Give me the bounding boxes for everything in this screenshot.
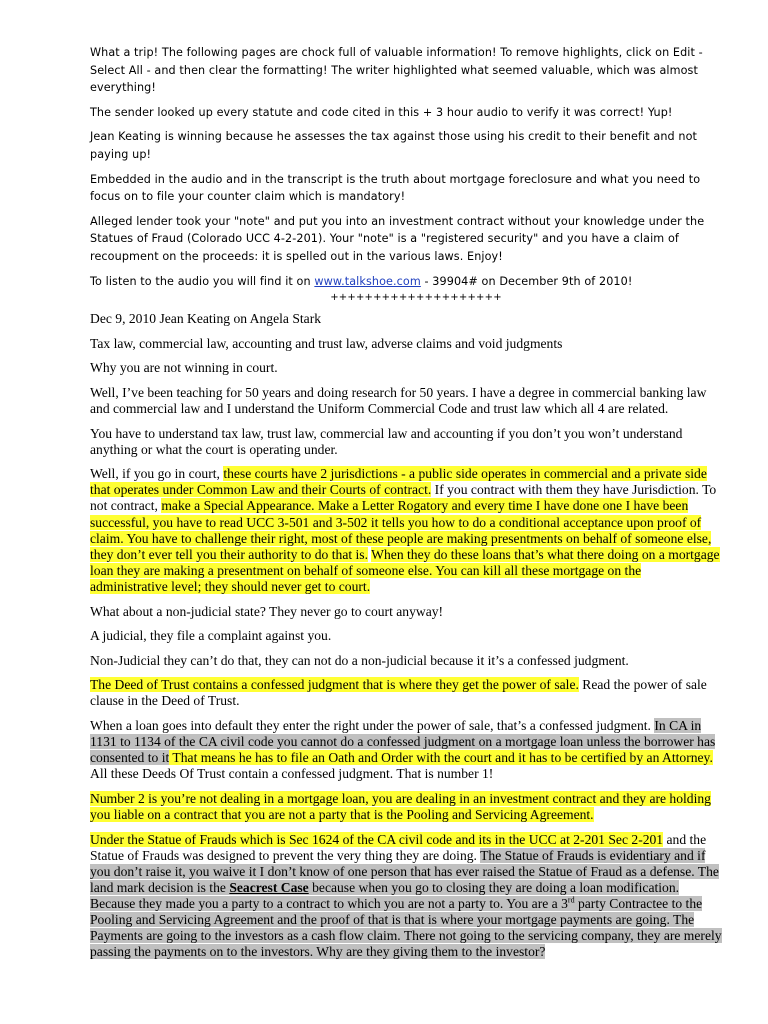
default-gray-b: In CA in 1131 to 1134 of the CA civil code you cannot do a confessed judgment on a mortgage loan unless the borrower has consented to it [90, 718, 716, 766]
default-paragraph [90, 718, 722, 782]
sof-highlight-a: Under the Statue of Frauds which is Sec 1624 of the CA civil code and its in the UCC at 2-201 Sec 2-201 [90, 831, 664, 847]
dot-highlight: The Deed of Trust contains a confessed judgment that is where they get the power of sale. [90, 677, 579, 693]
audio-text-after: - 39904# on December 9th of 2010! [420, 274, 633, 288]
dot-text: Read the power of sale clause in the Deed of Trust. [90, 677, 707, 709]
audio-text-before: To listen to the audio you will find it on [90, 274, 315, 288]
transcript-body [90, 311, 722, 960]
intro-paragraph-5: Alleged lender took your "note" and put you into an investment contract without your knowledge under the Statues of Fraud (Colorado UCC 4-2-201). Your "note" is a "registered security" and you have a claim of recoupment on the proceeds: it is spelled out in the various laws. Enjoy! [90, 214, 705, 263]
intro-paragraph-2: The sender looked up every statute and code cited in this + 3 hour audio to verify it was correct! Yup! [90, 105, 673, 119]
nonjudicial-question: What about a non-judicial state? They never go to court anyway! [90, 603, 444, 619]
why-line: Why you are not winning in court. [90, 360, 278, 376]
intro-paragraph-3: Jean Keating is winning because he assesses the tax against those using his credit to their benefit and not paying up! [90, 130, 698, 161]
court-highlight-d: make a Special Appearance. Make a Letter Rogatory and every time I have done one I have been successful, you have to read UCC 3-501 and 3-502 it tells you how to do a conditional acceptance upon proof of claim. You have to challenge their right, most of these people are making presentments on behalf of someone else, they don’t ever tell you their authority to do that is. [90, 498, 712, 562]
teaching-paragraph: Well, I’ve been teaching for 50 years and doing research for 50 years. I have a degree in commercial banking law and commercial law and I understand the Uniform Commercial Code and trust law which all 4 are related. [90, 384, 707, 416]
deed-of-trust-paragraph [90, 677, 722, 709]
understand-paragraph: You have to understand tax law, trust law, commercial law and accounting if you don’t you won’t understand anything or what the court is operating under. [90, 425, 683, 457]
court-text-c: If you contract with them they have Jurisdiction. To not contract, [90, 482, 717, 514]
document-page [90, 44, 722, 969]
ordinal-suffix: rd [567, 895, 575, 905]
number-2-highlight: Number 2 is you’re not dealing in a mortgage loan, you are dealing in an investment contract and they are holding you liable on a contract that you are not a party that is the Pooling and Servicing Agreement. [90, 790, 711, 822]
number-2-paragraph [90, 791, 722, 823]
default-text-d: All these Deeds Of Trust contain a confessed judgment. That is number 1! [90, 766, 494, 782]
transcript-heading: Dec 9, 2010 Jean Keating on Angela Stark [90, 311, 322, 327]
sof-text-b: and the Statue of Frauds was designed to prevent the very thing they are doing. [90, 831, 707, 863]
separator-line: ++++++++++++++++++++ [330, 292, 502, 304]
court-paragraph [90, 466, 722, 595]
intro-paragraph-6 [90, 273, 722, 291]
sof-gray-c: The Statue of Frauds is evidentiary and if you don’t raise it, you waive it [90, 847, 706, 879]
intro-paragraph-4: Embedded in the audio and in the transcript is the truth about mortgage foreclosure and what you need to focus on to file your counter claim which is mandatory! [90, 172, 701, 204]
nonjudicial-line: Non-Judicial they can’t do that, they can not do a non-judicial because it it’s a confessed judgment. [90, 652, 629, 668]
sof-text-f: party Contractee to the Pooling and Servicing Agreement and the proof of that is that is where your mortgage payments are going. The Payments are going to the investors as a cash flow claim. There not going to the servicing company, they are merely passing the payments on to the investors. Why are they giving them to the investor? [90, 895, 722, 960]
default-highlight-c: That means he has to file an Oath and Order with the court and it has to be certified by an Attorney. [169, 750, 713, 766]
court-highlight-b: these courts have 2 jurisdictions - a public side operates in commercial and a private side that operates under Common Law and their Courts of contract. [90, 466, 707, 498]
seacrest-case: Seacrest Case [229, 879, 309, 895]
intro-paragraph-1: What a trip! The following pages are chock full of valuable information! To remove highlights, click on Edit - Select All - and then clear the formatting! The writer highlighted what seemed valuable, which was almost everything! [90, 46, 703, 95]
court-highlight-f: When they do these loans that’s what there doing on a mortgage loan they are making a presentment on behalf of someone else. You can kill all these mortgage on the administrative level; they should never get to court. [90, 546, 720, 594]
default-text-a: When a loan goes into default they enter the right under the power of sale, that’s a confessed judgment. [90, 718, 655, 733]
topics-line: Tax law, commercial law, accounting and trust law, adverse claims and void judgments [90, 335, 563, 351]
court-text-a: Well, if you go in court, [90, 466, 224, 482]
intro-notes [90, 44, 722, 303]
sof-text-d: I don’t know of one person that has ever raised the Statue of Fraud as a defense. The land mark decision is the [90, 863, 719, 895]
talkshoe-link[interactable]: www.talkshoe.com [314, 274, 421, 288]
judicial-line: A judicial, they file a complaint against you. [90, 628, 332, 644]
statue-of-frauds-paragraph [90, 832, 722, 961]
sof-text-e: because when you go to closing they are doing a loan modification. Because they made you a party to a contract to which you are not a party to. You are a 3 [90, 879, 680, 911]
